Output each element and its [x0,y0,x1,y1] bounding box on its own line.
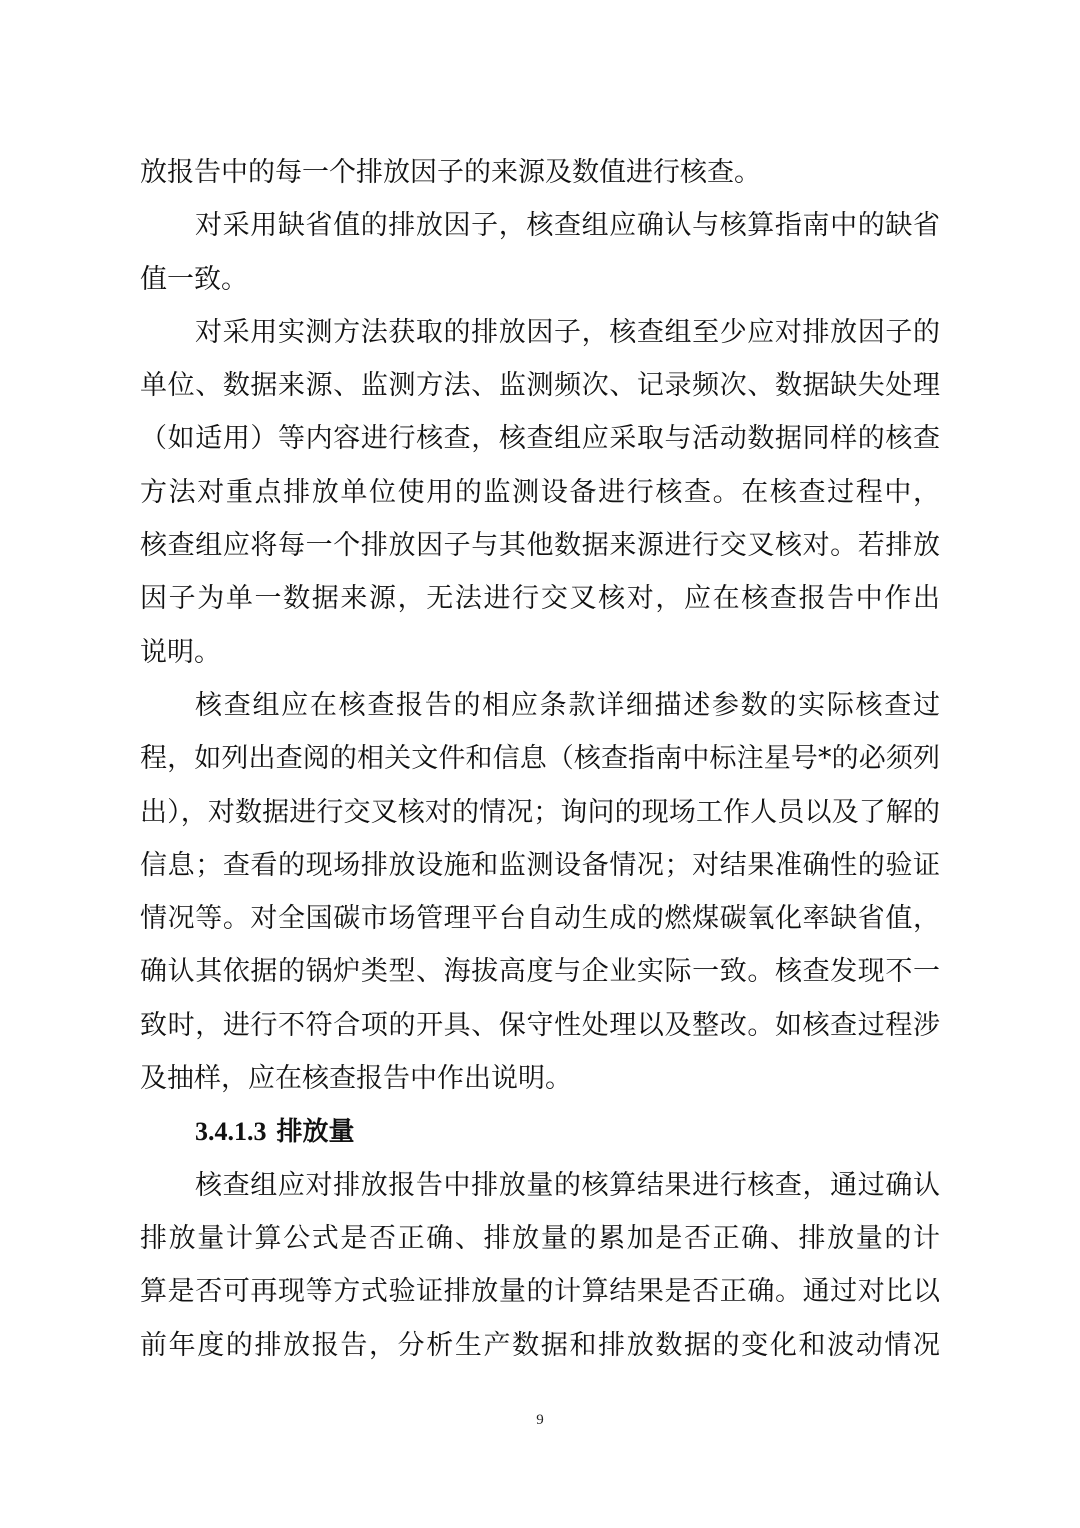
paragraph-line: 单位、数据来源、监测方法、监测频次、记录频次、数据缺失处理 [140,370,940,402]
paragraph-line: 排放量计算公式是否正确、排放量的累加是否正确、排放量的计 [140,1222,940,1254]
section-number: 3.4.1.3 [195,1117,267,1147]
paragraph-line: 前年度的排放报告，分析生产数据和排放数据的变化和波动情况 [140,1329,940,1361]
paragraph-line: （如适用）等内容进行核查，核查组应采取与活动数据同样的核查 [140,423,940,455]
paragraph-line: 确认其依据的锅炉类型、海拔高度与企业实际一致。核查发现不一 [140,956,940,988]
paragraph-line: 信息；查看的现场排放设施和监测设备情况；对结果准确性的验证 [140,849,940,881]
paragraph-line: 核查组应将每一个排放因子与其他数据来源进行交叉核对。若排放 [140,530,940,562]
paragraph-line: 核查组应在核查报告的相应条款详细描述参数的实际核查过 [195,689,940,721]
section-title: 排放量 [276,1117,355,1148]
paragraph-line: 及抽样，应在核查报告中作出说明。 [140,1063,572,1095]
paragraph-line: 放报告中的每一个排放因子的来源及数值进行核查。 [140,157,761,188]
paragraph-line: 值一致。 [140,263,248,295]
paragraph-line: 对采用缺省值的排放因子，核查组应确认与核算指南中的缺省 [195,210,940,242]
page-number: 9 [536,1412,544,1428]
paragraph-line: 情况等。对全国碳市场管理平台自动生成的燃煤碳氧化率缺省值， [140,903,940,935]
section-heading [140,1105,940,1158]
paragraph-line: 因子为单一数据来源，无法进行交叉核对，应在核查报告中作出 [140,583,940,615]
paragraph-line: 说明。 [140,636,221,668]
paragraph-line: 核查组应对排放报告中排放量的核算结果进行核查，通过确认 [195,1169,940,1201]
document-body [140,146,940,1372]
paragraph-line: 致时，进行不符合项的开具、保守性处理以及整改。如核查过程涉 [140,1009,940,1041]
paragraph-line: 出），对数据进行交叉核对的情况；询问的现场工作人员以及了解的 [140,796,940,828]
paragraph-line: 算是否可再现等方式验证排放量的计算结果是否正确。通过对比以 [140,1276,940,1308]
paragraph-line: 方法对重点排放单位使用的监测设备进行核查。在核查过程中， [140,476,940,508]
paragraph-line: 对采用实测方法获取的排放因子，核查组至少应对排放因子的 [195,316,940,348]
paragraph-line: 程，如列出查阅的相关文件和信息（核查指南中标注星号*的必须列 [140,743,940,775]
